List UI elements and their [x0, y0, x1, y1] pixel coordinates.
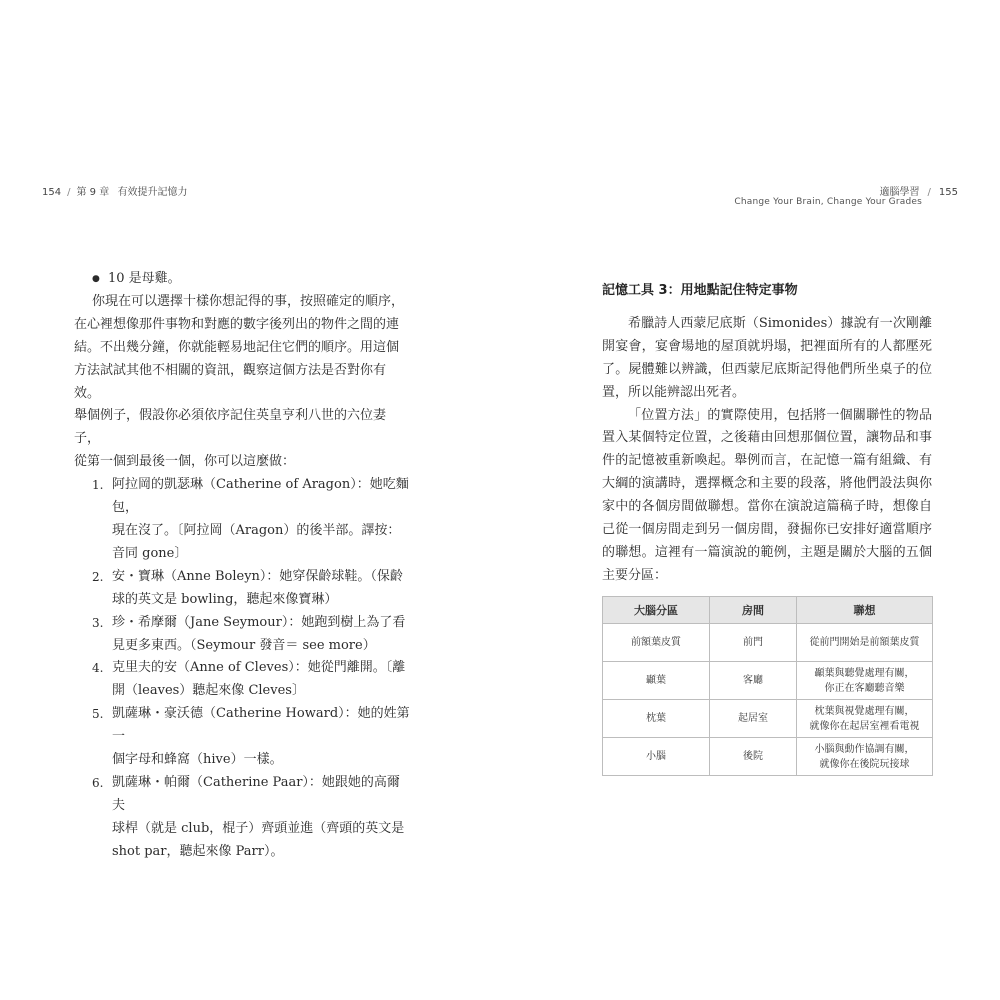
column-header: 聯想	[797, 597, 933, 624]
paragraph-line: 你現在可以選擇十樣你想記得的事，按照確定的順序，	[92, 293, 405, 309]
association-line: 從前門開始是前額葉皮質	[809, 637, 920, 648]
association-line: 小腦與動作協調有關，	[814, 743, 915, 755]
bullet-icon: ●	[92, 274, 100, 284]
list-number: 2.	[92, 569, 104, 584]
association-cell	[797, 624, 933, 662]
association-cell	[797, 662, 933, 700]
list-line: 珍・希摩爾（Jane Seymour）：她跑到樹上為了看	[112, 614, 406, 630]
list-line: 球的英文是 bowling，聽起來像寶琳）	[112, 591, 338, 607]
header-separator: /	[927, 187, 931, 198]
list-line: shot par，聽起來像 Parr）。	[112, 843, 284, 859]
table-row	[603, 738, 933, 776]
list-line: 開（leaves）聽起來像 Cleves〕	[112, 683, 305, 699]
book-subtitle: Change Your Brain, Change Your Grades	[734, 197, 922, 207]
association-line: 就像你在後院玩接球	[819, 758, 910, 770]
list-number: 3.	[92, 615, 104, 630]
list-number: 4.	[92, 661, 104, 676]
left-page-header	[42, 183, 188, 198]
list-line: 凱薩琳・豪沃德（Catherine Howard）：她的姓第一	[112, 706, 410, 745]
paragraph-line: 在心裡想像那件事物和對應的數字後列出的物件之間的連	[74, 316, 400, 332]
room-cell: 前門	[710, 624, 797, 662]
wives-list	[92, 474, 410, 863]
header-separator: /	[67, 187, 71, 198]
left-page-number: 154	[42, 187, 62, 198]
list-item	[92, 772, 410, 864]
left-page-body	[74, 268, 410, 864]
room-cell: 後院	[710, 738, 797, 776]
bullet-text: 10 是母雞。	[108, 271, 181, 286]
brain-regions-table	[602, 596, 933, 776]
column-header: 大腦分區	[603, 597, 710, 624]
list-line: 阿拉岡的凱瑟琳（Catherine of Aragon）：她吃麵包，	[112, 477, 409, 516]
right-page-header	[880, 183, 958, 198]
association-line: 顳葉與聽覺處理有關，	[814, 667, 915, 679]
list-line: 見更多東西。（Seymour 發音＝ see more）	[112, 637, 376, 653]
association-line: 你正在客廳聽音樂	[824, 682, 905, 694]
right-page	[500, 0, 1000, 1000]
list-item	[92, 612, 410, 658]
region-cell: 前額葉皮質	[603, 624, 710, 662]
list-line: 現在沒了。〔阿拉岡（Aragon）的後半部。譯按：	[112, 522, 401, 538]
room-cell: 客廳	[710, 662, 797, 700]
list-number: 6.	[92, 775, 104, 790]
chapter-number: 第 9 章	[76, 187, 110, 198]
list-line: 音同 gone〕	[112, 545, 188, 561]
body-paragraph: 「位置方法」的實際使用，包括將一個關聯性的物品置入某個特定位置，之後藉由回想那個位置，讓物品和事件的記憶被重新喚起。舉例而言，在記憶一篇有組織、有大綱的演講時，選擇概念和主要的段落，將他們設法與你家中的各個房間做聯想。當你在演說這篇稿子時，想像自己從一個房間走到另一個房間，發掘你已安排好適當順序的聯想。這裡有一篇演說的範例，主題是關於大腦的五個主要分區：	[602, 407, 932, 583]
list-item	[92, 474, 410, 566]
association-line: 就像你在起居室裡看電視	[809, 720, 920, 732]
association-line: 枕葉與視覺處理有關，	[814, 705, 915, 717]
paragraph-line: 從第一個到最後一個，你可以這麼做：	[74, 454, 296, 470]
list-line: 個字母和蜂窩（hive）一樣。	[112, 752, 283, 768]
column-header: 房間	[710, 597, 797, 624]
list-number: 5.	[92, 707, 104, 722]
table-row	[603, 662, 933, 700]
table-row	[603, 700, 933, 738]
list-line: 球桿（就是 club，棍子）齊頭並進（齊頭的英文是	[112, 820, 405, 836]
association-cell	[797, 700, 933, 738]
section-title: 記憶工具 3：用地點記住特定事物	[602, 283, 798, 298]
list-item	[92, 703, 410, 772]
paragraph-line: 舉個例子，假設你必須依序記住英皇亨利八世的六位妻子，	[74, 408, 387, 447]
list-number: 1.	[92, 478, 104, 493]
book-title: 適腦學習	[879, 187, 920, 198]
right-page-number: 155	[938, 187, 958, 198]
region-cell: 顳葉	[603, 662, 710, 700]
chapter-title: 有效提升記憶力	[117, 187, 188, 198]
region-cell: 小腦	[603, 738, 710, 776]
room-cell: 起居室	[710, 700, 797, 738]
association-cell	[797, 738, 933, 776]
list-line: 安・寶琳（Anne Boleyn）：她穿保齡球鞋。（保齡	[112, 568, 403, 584]
body-paragraph	[74, 291, 410, 474]
list-line: 克里夫的安（Anne of Cleves）：她從門離開。〔離	[112, 660, 406, 676]
list-line: 凱薩琳・帕爾（Catherine Paar）：她跟她的高爾夫	[112, 774, 400, 813]
table-row	[603, 624, 933, 662]
list-item	[92, 566, 410, 612]
region-cell: 枕葉	[603, 700, 710, 738]
paragraph-line: 結。不出幾分鐘，你就能輕易地記住它們的順序。用這個	[74, 339, 400, 355]
list-item	[92, 657, 410, 703]
bullet-item	[92, 268, 410, 291]
right-page-body	[602, 280, 932, 588]
body-paragraph: 希臘詩人西蒙尼底斯（Simonides）據說有一次剛離開宴會，宴會場地的屋頂就坍塌，把裡面所有的人都壓死了。屍體難以辨識，但西蒙尼底斯記得他們所坐桌子的位置，所以能辨認出死者。	[602, 315, 932, 400]
paragraph-line: 方法試試其他不相關的資訊，觀察這個方法是否對你有效。	[74, 362, 387, 401]
table-header-row	[603, 597, 933, 624]
